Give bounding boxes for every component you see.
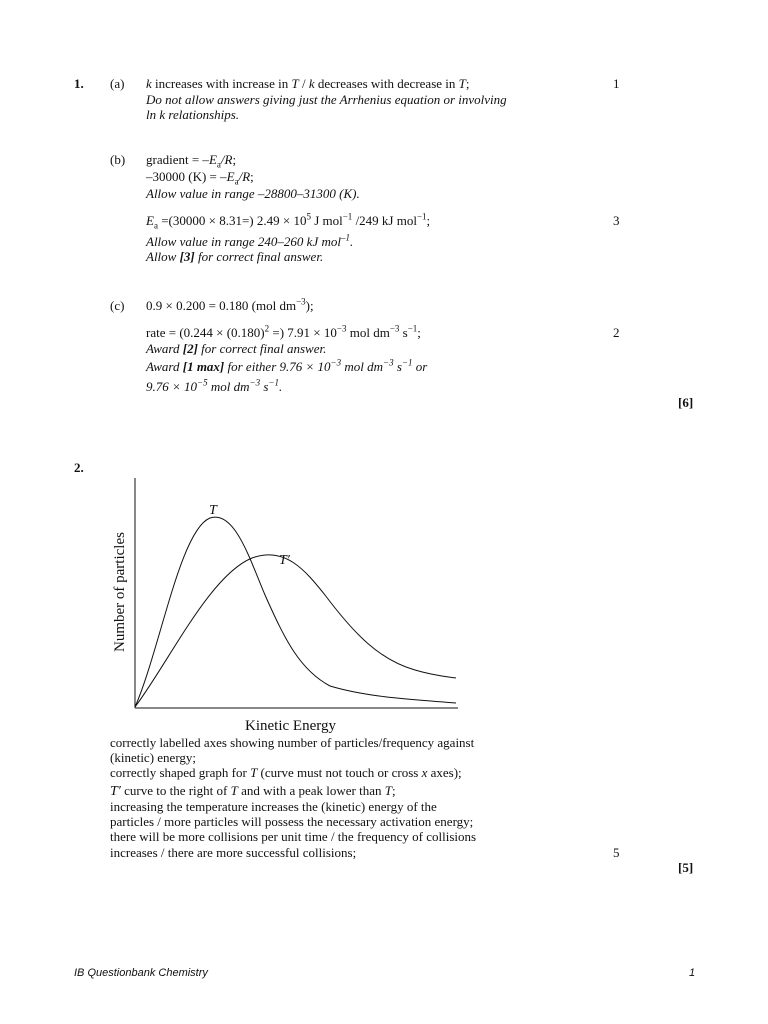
curve-T-label: T: [209, 503, 217, 518]
answer-b-line2: –30000 $(K) = -E_a/R$;: [146, 169, 254, 187]
page-number: 1: [689, 967, 696, 979]
q2-line-2: (kinetic) energy;: [110, 750, 197, 765]
q2-line-1: correctly labelled axes showing number of particles/frequency against: [110, 735, 475, 750]
q2-line-4: T′ curve to the right of T and with a peak lower than T;: [110, 783, 396, 799]
question-number-2: 2.: [74, 460, 84, 475]
allow-b-2: Allow value in range 240–260 kJ mol$^{-1}$.: [146, 232, 354, 249]
answer-b-line1: gradient = $-E_a/R$;: [146, 152, 237, 170]
award-c-1: Award [2] for correct final answer.: [146, 341, 327, 356]
footer-title: IB Questionbank Chemistry: [74, 967, 208, 979]
q2-line-5: increasing the temperature increases the (kinetic) energy of the: [110, 799, 437, 814]
answer-c-line1: 0.9 × 0.200 = 0.180 (mol $dm^{-3}$);: [146, 296, 314, 313]
x-axis-label: Kinetic Energy: [245, 718, 336, 734]
mark-q2: 5: [613, 845, 620, 860]
question-number-1: 1.: [74, 76, 84, 91]
q2-line-3: correctly shaped graph for T (curve must not touch or cross x axes);: [110, 765, 462, 780]
part-b-label: (b): [110, 152, 126, 167]
curve-T-prime: [135, 555, 456, 707]
mark-a: 1: [613, 76, 620, 91]
note-a-1: Do not allow answers giving just the Arrhenius equation or involving: [146, 92, 507, 107]
curve-T-prime-label: T′: [279, 553, 290, 568]
total-q2: [5]: [678, 860, 694, 875]
award-c-2: Award [1 max] for either $9.76 \times 10^{-3}$ mol $dm^{-3}$ $s^{-1}$ or: [146, 357, 428, 374]
energy-distribution-graph: [100, 470, 480, 740]
note-a-2: ln k relationships.: [146, 107, 240, 122]
answer-a-line: k increases with increase in T / k decreases with decrease in T;: [146, 76, 470, 91]
allow-b-1: Allow value in range –28800–31300 (K).: [146, 186, 360, 201]
y-axis-label: Number of particles: [112, 532, 128, 652]
part-a-label: (a): [110, 76, 125, 91]
q2-line-7: there will be more collisions per unit time / the frequency of collisions: [110, 829, 477, 844]
allow-b-3: Allow [3] for correct final answer.: [146, 249, 324, 264]
mark-b: 3: [613, 213, 620, 228]
curve-T: [135, 517, 456, 707]
award-c-3: $9.76 \times 10^{-5}$ mol $dm^{-3}$ $s^{-1}$.: [146, 377, 283, 394]
answer-b-line4: $E_a =(30000 \times 8.31=) 2.49 \times 10^5$ J mol$^{-1}$ /249 kJ mol$^{-1}$;: [146, 211, 431, 231]
q2-line-8: increases / there are more successful collisions;: [110, 845, 357, 860]
q2-line-6: particles / more particles will possess the necessary activation energy;: [110, 814, 474, 829]
total-q1: [6]: [678, 395, 694, 410]
answer-c-line2: rate = ($0.244 \times (0.180)^2$ =) $7.91 \times 10^{-3}$ mol $dm^{-3}$ $s^{-1}$;: [146, 323, 421, 340]
mark-c: 2: [613, 325, 620, 340]
part-c-label: (c): [110, 298, 125, 313]
